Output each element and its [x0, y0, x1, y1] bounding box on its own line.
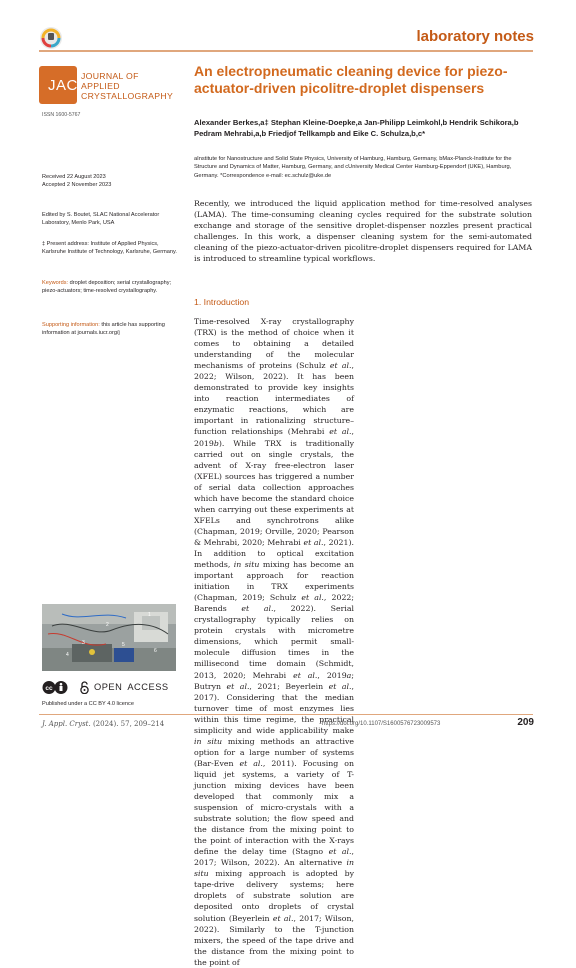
logo-big-text: JAC	[48, 77, 78, 94]
supporting-label: Supporting information:	[42, 322, 100, 328]
photo-label: 6	[154, 648, 157, 654]
article-dates	[42, 173, 182, 189]
journal-name-line: JOURNAL OF	[81, 71, 139, 81]
issn: ISSN 1600-5767	[42, 112, 81, 118]
affiliations: aInstitute for Nanostructure and Solid State Physics, University of Hamburg, Hamburg, Germany, bMax-Planck-Institute for the Structure and Dynamics of Matter, Hamburg, Germany, and cUniversity Medical Center Hamburg-Eppendorf (UKE), Hamburg, Germany. *Correspondence e-mail: ec.schulz@uke.de	[194, 156, 512, 179]
open-access-word: OPEN	[94, 682, 123, 692]
keywords-text: droplet deposition; serial crystallography; piezo-actuators; time-resolved crystallography.	[42, 280, 172, 295]
received-date: Received 22 August 2023	[42, 174, 106, 180]
journal-name-line: APPLIED	[81, 81, 120, 92]
keywords	[42, 279, 182, 295]
supporting-info	[42, 321, 182, 337]
citation-journal: J. Appl. Cryst.	[42, 720, 91, 728]
paragraph: Time-resolved X-ray crystallography (TRX) is the method of choice when it comes to obtaining a detailed understanding of the molecular mechanisms of proteins (Schulz et al., 2022; Wilson, 2022). It has been demonstrated to provide key insights into reaction intermediates of enzymatic reactions, which are important in rationalizing structure–function relationships (Mehrabi et al., 2019b). While TRX is traditionally carried out on single crystals, the advent of X-ray free-electron laser (XFEL) sources has triggered a number of serial data collection approaches which have become the standard choice when carrying out these experiments at XFELs and synchrotrons alike (Chapman, 2019; Orville, 2020; Pearson & Mehrabi, 2020; Mehrabi et al., 2021). In addition to optical excitation methods, in situ mixing has become an important approach for reaction initiation in TRX experiments (Chapman, 2019; Schulz et al., 2022; Barends et al., 2022). Serial crystallography typically relies on protein crystals with micrometre dimensions, which permit small-molecule diffusion times in the millisecond time domain (Schmidt, 2013, 2020; Mehrabi et al., 2019a; Butryn et al., 2021; Beyerlein et al., 2017). Considering that the median turnover time of most enzymes lies within this time regime, the practical simplicity and wide applicability make in situ mixing methods an attractive option for a large number of systems (Bar-Even et al., 2011). Focusing on liquid jet systems, a variety of T-junction mixing devices have been developed that commonly mix a suspension of micro-crystals with a substrate solution; the flow speed and the distance from the mixing point to the point of interaction with the X-rays define the delay time (Stagno et al., 2017; Wilson, 2022). An alternative in situ mixing approach is adopted by tape-drive delivery systems; here droplets of substrate solution are deposited onto droplets of crystal solution (Beyerlein et al., 2017; Wilson, 2022). Similarly to the T-junction mixers, the speed of the tape drive and the distance from the mixing point to the point of	[194, 317, 354, 967]
section-label: laboratory notes	[416, 28, 534, 45]
open-access-label	[94, 682, 169, 692]
page-number: 209	[517, 717, 534, 728]
crossmark-icon[interactable]	[39, 26, 63, 50]
author-list: Alexander Berkes,a‡ Stephan Kleine-Doepke,a Jan-Philipp Leimkohl,b Hendrik Schikora,b Pedram Mehrabi,a,b Friedjof Tellkampb and Eike C. Schulza,b,c*	[194, 118, 519, 138]
photo-label: 5	[122, 642, 125, 648]
svg-text:cc: cc	[45, 685, 53, 692]
logo-small-text: Appl Cryst	[29, 57, 35, 83]
section-heading: 1. Introduction	[194, 297, 250, 307]
licence-note: Published under a CC BY 4.0 licence	[42, 701, 134, 707]
article-title: An electropneumatic cleaning device for piezo-actuator-driven picolitre-droplet dispensers	[194, 63, 508, 96]
editor-note: Edited by S. Boutet, SLAC National Accelerator Laboratory, Menlo Park, USA	[42, 212, 160, 227]
accepted-date: Accepted 2 November 2023	[42, 182, 112, 189]
supporting-text[interactable]: this article has supporting information at journals.iucr.org/j	[42, 322, 165, 337]
abstract: Recently, we introduced the liquid application method for time-resolved analyses (LAMA). The time-consuming cleaning cycles required for the substrate solution exchange and storage of the sensitive droplet-dispenser nozzles present practical challenges. In this work, a dispenser cleaning system for the semi-automated cleaning of the piezo-actuator-driven picolitre-droplet dispensers required for LAMA is introduced to streamline typical workflows.	[194, 199, 532, 264]
journal-logo[interactable]	[29, 57, 78, 104]
cc-by-licence-icon[interactable]	[42, 680, 68, 695]
keywords-label: Keywords:	[42, 280, 69, 286]
citation-details: (2024). 57, 209–214	[90, 720, 165, 728]
footer-doi-link[interactable]: https://doi.org/10.1107/S1600576723009573	[322, 721, 441, 727]
photo-label: 3	[82, 640, 85, 646]
journal-name[interactable]	[81, 71, 181, 102]
footer-citation	[42, 720, 164, 728]
open-access-word: ACCESS	[127, 682, 169, 692]
open-access-lock-icon	[80, 681, 89, 694]
body-text	[194, 316, 354, 968]
present-address-note: ‡ Present address: Institute of Applied Physics, Karlsruhe Institute of Technology, Karlsruhe, Germany.	[42, 241, 177, 256]
device-photo	[42, 604, 176, 671]
footer-rule	[39, 714, 533, 715]
journal-name-line: CRYSTALLOGRAPHY	[81, 91, 174, 102]
photo-label: 2	[106, 622, 109, 628]
header-rule	[39, 50, 533, 52]
photo-label: 1	[148, 612, 151, 618]
photo-label: 4	[66, 652, 69, 658]
